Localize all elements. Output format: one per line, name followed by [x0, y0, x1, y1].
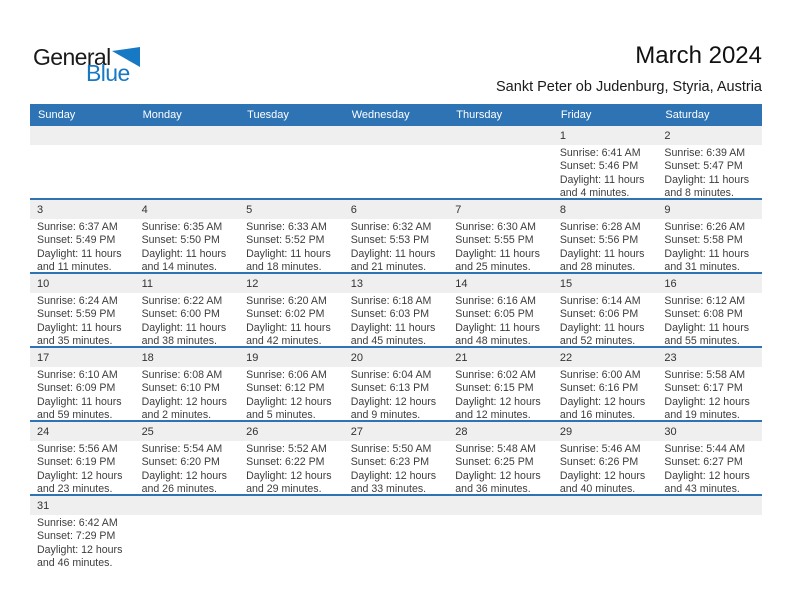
day-number: 3: [30, 200, 135, 219]
calendar: [30, 104, 762, 570]
sunrise-text: Sunrise: 6:04 AM: [350, 369, 432, 381]
day-number: 7: [448, 200, 553, 219]
day-number: 28: [448, 422, 553, 441]
sunset-text: Sunset: 6:09 PM: [37, 382, 116, 395]
day-details: [344, 219, 449, 272]
day-cell-30: [657, 422, 762, 494]
weekday-label-thursday: Thursday: [456, 109, 503, 121]
day-cell-28: [448, 422, 553, 494]
daylight-text-line2: and 35 minutes.: [37, 334, 113, 346]
sunrise-text: Sunrise: 6:10 AM: [37, 369, 118, 381]
day-cell-empty: [448, 496, 553, 570]
day-number: 22: [553, 348, 658, 367]
sunset-text: Sunset: 6:15 PM: [455, 382, 534, 395]
daylight-text-line1: Daylight: 11 hours: [664, 321, 750, 334]
logo-word-blue: Blue: [86, 60, 130, 86]
day-cell-1: [553, 126, 658, 198]
daylight-text-line2: and 38 minutes.: [141, 334, 217, 346]
sunset-text: Sunset: 6:17 PM: [664, 382, 743, 395]
daylight-text-line1: Daylight: 12 hours: [559, 395, 646, 408]
sunrise-text: Sunrise: 6:16 AM: [455, 295, 536, 307]
daylight-text-line2: and 23 minutes.: [37, 482, 113, 494]
day-cell-2: [657, 126, 762, 198]
day-details: [239, 515, 344, 517]
sunset-text: Sunset: 6:23 PM: [350, 456, 430, 469]
day-number: 6: [344, 200, 449, 219]
day-cell-17: [30, 348, 135, 420]
day-cell-16: [657, 274, 762, 346]
day-number: [344, 496, 449, 515]
day-details: [657, 367, 762, 420]
day-cell-empty: [344, 126, 449, 198]
daylight-text-line2: and 36 minutes.: [455, 482, 531, 494]
day-number: 9: [657, 200, 762, 219]
page-title: March 2024: [635, 42, 762, 69]
day-number: [135, 126, 240, 145]
day-details: [30, 219, 135, 272]
day-details: [239, 145, 344, 147]
day-cell-empty: [448, 126, 553, 198]
sunrise-text: Sunrise: 6:37 AM: [37, 221, 118, 233]
day-details: [657, 441, 762, 494]
day-cell-3: [30, 200, 135, 272]
sunset-text: Sunset: 5:58 PM: [664, 234, 743, 247]
page-subtitle: Sankt Peter ob Judenburg, Styria, Austria: [496, 79, 762, 95]
daylight-text-line1: Daylight: 12 hours: [664, 469, 750, 482]
day-cell-empty: [344, 496, 449, 570]
sunset-text: Sunset: 7:29 PM: [37, 530, 116, 543]
sunset-text: Sunset: 5:53 PM: [350, 234, 430, 247]
day-number: 13: [344, 274, 449, 293]
sunset-text: Sunset: 6:13 PM: [350, 382, 430, 395]
day-cell-21: [448, 348, 553, 420]
day-cell-27: [344, 422, 449, 494]
day-number: 4: [135, 200, 240, 219]
sunset-text: Sunset: 5:59 PM: [37, 308, 116, 321]
sunrise-text: Sunrise: 6:18 AM: [350, 295, 432, 307]
sunrise-text: Sunrise: 6:41 AM: [559, 147, 641, 159]
sunset-text: Sunset: 6:12 PM: [246, 382, 325, 395]
day-number: 26: [239, 422, 344, 441]
sunset-text: Sunset: 6:06 PM: [559, 308, 639, 321]
daylight-text-line2: and 18 minutes.: [246, 260, 322, 272]
week-row-1: [30, 126, 762, 200]
sunset-text: Sunset: 6:08 PM: [664, 308, 743, 321]
daylight-text-line1: Daylight: 11 hours: [141, 247, 227, 260]
sunrise-text: Sunrise: 5:52 AM: [246, 443, 327, 455]
daylight-text-line1: Daylight: 11 hours: [664, 173, 750, 186]
sunrise-text: Sunrise: 6:12 AM: [664, 295, 746, 307]
day-details: [657, 145, 762, 198]
sunset-text: Sunset: 6:25 PM: [455, 456, 534, 469]
sunset-text: Sunset: 6:10 PM: [141, 382, 220, 395]
general-blue-logo: [33, 46, 140, 85]
daylight-text-line1: Daylight: 11 hours: [37, 395, 122, 408]
sunrise-text: Sunrise: 5:46 AM: [559, 443, 641, 455]
day-number: 31: [30, 496, 135, 515]
sunrise-text: Sunrise: 5:44 AM: [664, 443, 746, 455]
weekday-header: [30, 104, 762, 126]
week-row-2: [30, 200, 762, 274]
day-cell-25: [135, 422, 240, 494]
daylight-text-line2: and 8 minutes.: [664, 186, 734, 198]
sunrise-text: Sunrise: 6:22 AM: [141, 295, 223, 307]
day-cell-26: [239, 422, 344, 494]
sunrise-text: Sunrise: 6:14 AM: [559, 295, 641, 307]
day-details: [239, 293, 344, 346]
day-details: [657, 515, 762, 517]
day-number: 27: [344, 422, 449, 441]
daylight-text-line2: and 11 minutes.: [37, 260, 112, 272]
sunset-text: Sunset: 5:56 PM: [559, 234, 639, 247]
daylight-text-line1: Daylight: 11 hours: [559, 247, 645, 260]
sunrise-text: Sunrise: 5:50 AM: [350, 443, 432, 455]
daylight-text-line2: and 33 minutes.: [350, 482, 427, 494]
sunrise-text: Sunrise: 6:08 AM: [141, 369, 223, 381]
daylight-text-line2: and 28 minutes.: [559, 260, 636, 272]
daylight-text-line2: and 40 minutes.: [559, 482, 636, 494]
weekday-label-tuesday: Tuesday: [247, 109, 289, 121]
day-details: [30, 515, 135, 570]
day-details: [135, 293, 240, 346]
day-cell-22: [553, 348, 658, 420]
day-number: 29: [553, 422, 658, 441]
day-cell-10: [30, 274, 135, 346]
daylight-text-line1: Daylight: 11 hours: [350, 321, 436, 334]
day-cell-empty: [657, 496, 762, 570]
daylight-text-line2: and 2 minutes.: [141, 408, 212, 420]
day-cell-6: [344, 200, 449, 272]
day-details: [553, 293, 658, 346]
sunset-text: Sunset: 6:27 PM: [664, 456, 743, 469]
day-number: 1: [553, 126, 658, 145]
day-details: [448, 145, 553, 147]
day-number: [135, 496, 240, 515]
day-number: 17: [30, 348, 135, 367]
sunset-text: Sunset: 5:55 PM: [455, 234, 534, 247]
daylight-text-line1: Daylight: 11 hours: [37, 321, 122, 334]
daylight-text-line2: and 26 minutes.: [141, 482, 217, 494]
daylight-text-line2: and 14 minutes.: [141, 260, 217, 272]
day-details: [30, 293, 135, 346]
day-number: 18: [135, 348, 240, 367]
day-cell-9: [657, 200, 762, 272]
day-details: [448, 293, 553, 346]
daylight-text-line2: and 52 minutes.: [559, 334, 636, 346]
day-details: [553, 441, 658, 494]
sunset-text: Sunset: 5:47 PM: [664, 160, 743, 173]
sunset-text: Sunset: 6:00 PM: [141, 308, 220, 321]
day-cell-empty: [135, 126, 240, 198]
week-row-6: [30, 496, 762, 570]
weekday-label-sunday: Sunday: [38, 109, 76, 121]
day-number: [448, 126, 553, 145]
day-cell-empty: [239, 126, 344, 198]
day-details: [657, 293, 762, 346]
sunrise-text: Sunrise: 6:00 AM: [559, 369, 641, 381]
day-details: [30, 367, 135, 420]
day-number: [448, 496, 553, 515]
sunrise-text: Sunrise: 6:35 AM: [141, 221, 223, 233]
daylight-text-line1: Daylight: 12 hours: [246, 469, 332, 482]
day-number: 8: [553, 200, 658, 219]
day-details: [657, 219, 762, 272]
sunset-text: Sunset: 5:52 PM: [246, 234, 325, 247]
day-number: 14: [448, 274, 553, 293]
day-details: [344, 293, 449, 346]
sunrise-text: Sunrise: 6:06 AM: [246, 369, 327, 381]
day-details: [553, 145, 658, 198]
day-cell-23: [657, 348, 762, 420]
sunrise-text: Sunrise: 6:02 AM: [455, 369, 536, 381]
day-details: [135, 367, 240, 420]
sunset-text: Sunset: 6:19 PM: [37, 456, 116, 469]
daylight-text-line2: and 48 minutes.: [455, 334, 531, 346]
sunrise-text: Sunrise: 5:56 AM: [37, 443, 118, 455]
week-row-5: [30, 422, 762, 496]
sunset-text: Sunset: 6:05 PM: [455, 308, 534, 321]
daylight-text-line1: Daylight: 12 hours: [559, 469, 646, 482]
daylight-text-line2: and 25 minutes.: [455, 260, 531, 272]
sunrise-text: Sunrise: 6:32 AM: [350, 221, 432, 233]
day-number: 16: [657, 274, 762, 293]
sunset-text: Sunset: 5:50 PM: [141, 234, 220, 247]
day-cell-24: [30, 422, 135, 494]
day-cell-empty: [553, 496, 658, 570]
daylight-text-line1: Daylight: 11 hours: [246, 247, 331, 260]
day-details: [135, 145, 240, 147]
day-cell-12: [239, 274, 344, 346]
day-cell-empty: [30, 126, 135, 198]
day-details: [135, 441, 240, 494]
day-number: 12: [239, 274, 344, 293]
day-details: [30, 145, 135, 147]
sunrise-text: Sunrise: 6:24 AM: [37, 295, 118, 307]
day-details: [30, 441, 135, 494]
sunrise-text: Sunrise: 5:48 AM: [455, 443, 536, 455]
day-cell-14: [448, 274, 553, 346]
weekday-label-monday: Monday: [142, 109, 182, 121]
day-details: [553, 367, 658, 420]
daylight-text-line1: Daylight: 12 hours: [350, 395, 437, 408]
day-details: [239, 367, 344, 420]
day-details: [344, 145, 449, 147]
day-cell-empty: [239, 496, 344, 570]
day-details: [135, 515, 240, 517]
week-row-4: [30, 348, 762, 422]
daylight-text-line2: and 42 minutes.: [246, 334, 322, 346]
day-number: [344, 126, 449, 145]
daylight-text-line1: Daylight: 11 hours: [141, 321, 227, 334]
week-row-3: [30, 274, 762, 348]
day-number: 20: [344, 348, 449, 367]
day-number: 5: [239, 200, 344, 219]
day-details: [344, 515, 449, 517]
day-details: [553, 515, 658, 517]
calendar-grid: [30, 126, 762, 570]
day-details: [239, 441, 344, 494]
daylight-text-line2: and 59 minutes.: [37, 408, 113, 420]
daylight-text-line2: and 55 minutes.: [664, 334, 740, 346]
sunset-text: Sunset: 5:46 PM: [559, 160, 639, 173]
day-details: [448, 515, 553, 517]
day-cell-11: [135, 274, 240, 346]
daylight-text-line1: Daylight: 11 hours: [246, 321, 331, 334]
daylight-text-line1: Daylight: 11 hours: [350, 247, 436, 260]
daylight-text-line2: and 21 minutes.: [350, 260, 427, 272]
daylight-text-line2: and 9 minutes.: [350, 408, 421, 420]
day-details: [135, 219, 240, 272]
daylight-text-line2: and 45 minutes.: [350, 334, 427, 346]
weekday-label-saturday: Saturday: [665, 109, 710, 121]
day-cell-8: [553, 200, 658, 272]
day-number: 15: [553, 274, 658, 293]
sunset-text: Sunset: 6:22 PM: [246, 456, 325, 469]
day-number: 24: [30, 422, 135, 441]
daylight-text-line2: and 19 minutes.: [664, 408, 740, 420]
logo-word-general: General: [33, 44, 111, 70]
weekday-label-wednesday: Wednesday: [351, 109, 410, 121]
daylight-text-line1: Daylight: 12 hours: [141, 469, 227, 482]
sunset-text: Sunset: 6:03 PM: [350, 308, 430, 321]
sunrise-text: Sunrise: 6:20 AM: [246, 295, 327, 307]
sunset-text: Sunset: 6:02 PM: [246, 308, 325, 321]
day-number: [239, 126, 344, 145]
daylight-text-line2: and 12 minutes.: [455, 408, 531, 420]
daylight-text-line1: Daylight: 12 hours: [350, 469, 437, 482]
daylight-text-line1: Daylight: 11 hours: [664, 247, 750, 260]
sunrise-text: Sunrise: 6:30 AM: [455, 221, 536, 233]
day-number: 23: [657, 348, 762, 367]
day-cell-5: [239, 200, 344, 272]
daylight-text-line2: and 16 minutes.: [559, 408, 636, 420]
day-cell-31: [30, 496, 135, 570]
sunset-text: Sunset: 6:16 PM: [559, 382, 639, 395]
sunrise-text: Sunrise: 5:58 AM: [664, 369, 746, 381]
day-number: [30, 126, 135, 145]
daylight-text-line1: Daylight: 12 hours: [455, 469, 541, 482]
daylight-text-line1: Daylight: 11 hours: [455, 321, 540, 334]
day-cell-7: [448, 200, 553, 272]
day-cell-empty: [135, 496, 240, 570]
day-number: 10: [30, 274, 135, 293]
daylight-text-line1: Daylight: 12 hours: [246, 395, 332, 408]
daylight-text-line1: Daylight: 11 hours: [455, 247, 540, 260]
weekday-label-friday: Friday: [560, 109, 592, 121]
day-number: 19: [239, 348, 344, 367]
daylight-text-line2: and 29 minutes.: [246, 482, 322, 494]
daylight-text-line1: Daylight: 11 hours: [559, 173, 645, 186]
daylight-text-line1: Daylight: 12 hours: [37, 469, 123, 482]
day-cell-15: [553, 274, 658, 346]
daylight-text-line2: and 5 minutes.: [246, 408, 316, 420]
daylight-text-line2: and 46 minutes.: [37, 556, 113, 569]
daylight-text-line2: and 4 minutes.: [559, 186, 630, 198]
sunrise-text: Sunrise: 6:28 AM: [559, 221, 641, 233]
daylight-text-line2: and 31 minutes.: [664, 260, 740, 272]
sunset-text: Sunset: 5:49 PM: [37, 234, 116, 247]
sunrise-text: Sunrise: 6:26 AM: [664, 221, 746, 233]
daylight-text-line1: Daylight: 11 hours: [559, 321, 645, 334]
sunrise-text: Sunrise: 6:39 AM: [664, 147, 746, 159]
day-details: [239, 219, 344, 272]
daylight-text-line1: Daylight: 12 hours: [455, 395, 541, 408]
day-number: 2: [657, 126, 762, 145]
day-cell-13: [344, 274, 449, 346]
day-cell-4: [135, 200, 240, 272]
day-number: [553, 496, 658, 515]
day-details: [553, 219, 658, 272]
day-details: [448, 441, 553, 494]
day-details: [344, 441, 449, 494]
sunrise-text: Sunrise: 5:54 AM: [141, 443, 223, 455]
day-cell-20: [344, 348, 449, 420]
sunset-text: Sunset: 6:26 PM: [559, 456, 639, 469]
day-details: [344, 367, 449, 420]
sunrise-text: Sunrise: 6:42 AM: [37, 517, 118, 529]
day-cell-19: [239, 348, 344, 420]
day-cell-18: [135, 348, 240, 420]
day-number: 21: [448, 348, 553, 367]
daylight-text-line1: Daylight: 12 hours: [37, 543, 123, 556]
day-number: 30: [657, 422, 762, 441]
day-number: 25: [135, 422, 240, 441]
day-details: [448, 219, 553, 272]
day-number: [239, 496, 344, 515]
daylight-text-line2: and 43 minutes.: [664, 482, 740, 494]
day-details: [448, 367, 553, 420]
day-number: 11: [135, 274, 240, 293]
daylight-text-line1: Daylight: 12 hours: [664, 395, 750, 408]
sunset-text: Sunset: 6:20 PM: [141, 456, 220, 469]
daylight-text-line1: Daylight: 11 hours: [37, 247, 122, 260]
day-number: [657, 496, 762, 515]
daylight-text-line1: Daylight: 12 hours: [141, 395, 227, 408]
day-cell-29: [553, 422, 658, 494]
sunrise-text: Sunrise: 6:33 AM: [246, 221, 327, 233]
